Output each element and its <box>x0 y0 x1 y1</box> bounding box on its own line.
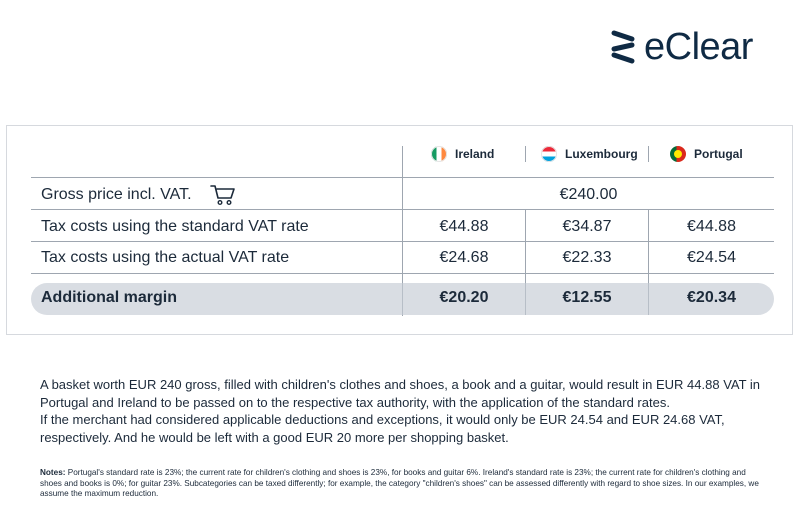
portugal-flag-icon <box>670 146 686 162</box>
logo-wordmark: eClear <box>644 26 753 68</box>
row-label-standard-vat: Tax costs using the standard VAT rate <box>41 218 309 235</box>
gross-price-label: Gross price incl. VAT. <box>41 186 192 203</box>
country-label: Luxembourg <box>565 147 638 161</box>
standard-vat-ireland: €44.88 <box>439 218 489 235</box>
row-divider <box>31 273 774 274</box>
row-divider <box>31 241 774 242</box>
row-label-actual-vat: Tax costs using the actual VAT rate <box>41 249 290 266</box>
eclear-logo-icon <box>610 29 636 65</box>
row-label-additional-margin: Additional margin <box>41 289 177 306</box>
margin-portugal: €20.34 <box>687 289 736 306</box>
description-paragraph: If the merchant had considered applicable deductions and exceptions, it would only be EUR 24.54 and EUR 24.68 VAT, respectively. And he would be left with a good EUR 20 more per shopping basket. <box>40 412 725 445</box>
ireland-flag-icon <box>431 146 447 162</box>
notes-label: Notes: <box>40 468 66 477</box>
actual-vat-luxembourg: €22.33 <box>562 249 612 266</box>
column-divider <box>648 146 649 162</box>
column-header-ireland <box>431 143 494 165</box>
gross-price-value: €240.00 <box>559 186 618 203</box>
shopping-cart-icon <box>210 184 236 206</box>
margin-ireland: €20.20 <box>439 289 489 306</box>
footnotes <box>40 468 765 500</box>
row-divider <box>31 177 774 178</box>
description-paragraph: A basket worth EUR 240 gross, filled with children's clothes and shoes, a book and a guitar, would result in EUR 44.88 VAT in Portugal and Ireland to be passed on to the respective tax authority, with the application of the standard rates. <box>40 377 761 410</box>
country-label: Ireland <box>455 147 495 161</box>
margin-luxembourg: €12.55 <box>562 289 612 306</box>
standard-vat-portugal: €44.88 <box>687 218 736 235</box>
country-label: Portugal <box>694 147 743 161</box>
column-header-luxembourg <box>541 143 638 165</box>
standard-vat-luxembourg: €34.87 <box>562 218 612 235</box>
eclear-logo <box>610 28 753 66</box>
row-label-gross-price <box>41 184 236 206</box>
actual-vat-portugal: €24.54 <box>687 249 736 266</box>
notes-text: Portugal's standard rate is 23%; the current rate for children's clothing and shoes is 23%, for books and guitar 6%. Ireland's standard rate is 23%; the current rate for children's clothing and shoes and books is 0%; for guitar 23%. Subcategories can be taxed differently; for example, the category "children's shoes" can be assessed differently with regard to shoe sizes. In our examples, we assume the maximum reduction. <box>40 468 759 498</box>
description-text <box>40 376 770 446</box>
luxembourg-flag-icon <box>541 146 557 162</box>
column-divider <box>525 146 526 162</box>
row-divider <box>31 209 774 210</box>
vat-comparison-table <box>6 125 793 335</box>
actual-vat-ireland: €24.68 <box>439 249 489 266</box>
column-header-portugal <box>670 143 743 165</box>
